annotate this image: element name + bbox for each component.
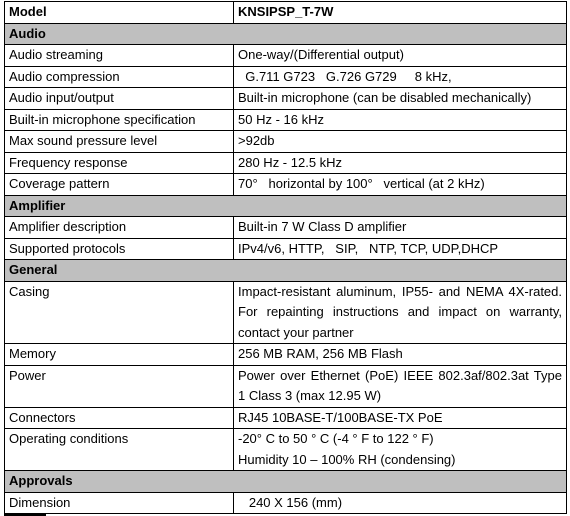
row-value: One-way/(Differential output)	[234, 45, 567, 67]
row-value: 50 Hz - 16 kHz	[234, 109, 567, 131]
table-row	[5, 152, 567, 174]
row-value: Built-in microphone (can be disabled mechanically)	[234, 88, 567, 110]
row-label: Casing	[5, 281, 234, 344]
row-label: Connectors	[5, 407, 234, 429]
table-row	[5, 131, 567, 153]
table-row	[5, 365, 567, 407]
table-row	[5, 109, 567, 131]
row-label: Coverage pattern	[5, 174, 234, 196]
table-row	[5, 88, 567, 110]
row-value: >92db	[234, 131, 567, 153]
section-approvals	[5, 471, 567, 493]
section-general	[5, 260, 567, 282]
row-value: 70° horizontal by 100° vertical (at 2 kHz)	[234, 174, 567, 196]
row-label: Power	[5, 365, 234, 407]
table-row	[5, 45, 567, 67]
row-label: Supported protocols	[5, 238, 234, 260]
row-value: Impact-resistant aluminum, IP55- and NEMA 4X-rated. For repainting instructions and impact on warranty, contact your partner	[234, 281, 567, 344]
table-header-row	[5, 2, 567, 24]
operating-humidity: Humidity 10 – 100% RH (condensing)	[238, 451, 456, 467]
row-label: Dimension	[5, 492, 234, 514]
table-row	[5, 217, 567, 239]
table-row	[5, 407, 567, 429]
row-value	[234, 429, 567, 471]
row-label: Operating conditions	[5, 429, 234, 471]
table-row	[5, 429, 567, 471]
model-value: KNSIPSP_T-7W	[234, 2, 567, 24]
section-amplifier	[5, 195, 567, 217]
table-row	[5, 344, 567, 366]
row-label: Audio streaming	[5, 45, 234, 67]
row-value: RJ45 10BASE-T/100BASE-TX PoE	[234, 407, 567, 429]
section-title: Audio	[5, 23, 567, 45]
section-title: Amplifier	[5, 195, 567, 217]
table-row	[5, 492, 567, 514]
spec-table	[4, 1, 567, 514]
row-label: Frequency response	[5, 152, 234, 174]
section-title: Approvals	[5, 471, 567, 493]
row-value: 240 X 156 (mm)	[234, 492, 567, 514]
model-label: Model	[5, 2, 234, 24]
row-label: Max sound pressure level	[5, 131, 234, 153]
table-row	[5, 281, 567, 344]
row-value: Power over Ethernet (PoE) IEEE 802.3af/802.3at Type 1 Class 3 (max 12.95 W)	[234, 365, 567, 407]
row-value: 256 MB RAM, 256 MB Flash	[234, 344, 567, 366]
row-value: 280 Hz - 12.5 kHz	[234, 152, 567, 174]
row-label: Amplifier description	[5, 217, 234, 239]
section-audio	[5, 23, 567, 45]
row-label: Audio compression	[5, 66, 234, 88]
row-label: Built-in microphone specification	[5, 109, 234, 131]
operating-temp: -20° C to 50 ° C (-4 ° F to 122 ° F)	[238, 431, 434, 446]
spec-sheet	[4, 1, 566, 514]
row-value: G.711 G723 G.726 G729 8 kHz,	[234, 66, 567, 88]
row-value: Built-in 7 W Class D amplifier	[234, 217, 567, 239]
row-label: Audio input/output	[5, 88, 234, 110]
section-title: General	[5, 260, 567, 282]
table-row	[5, 174, 567, 196]
table-row	[5, 66, 567, 88]
row-value: IPv4/v6, HTTP, SIP, NTP, TCP, UDP,DHCP	[234, 238, 567, 260]
row-label: Memory	[5, 344, 234, 366]
table-row	[5, 238, 567, 260]
